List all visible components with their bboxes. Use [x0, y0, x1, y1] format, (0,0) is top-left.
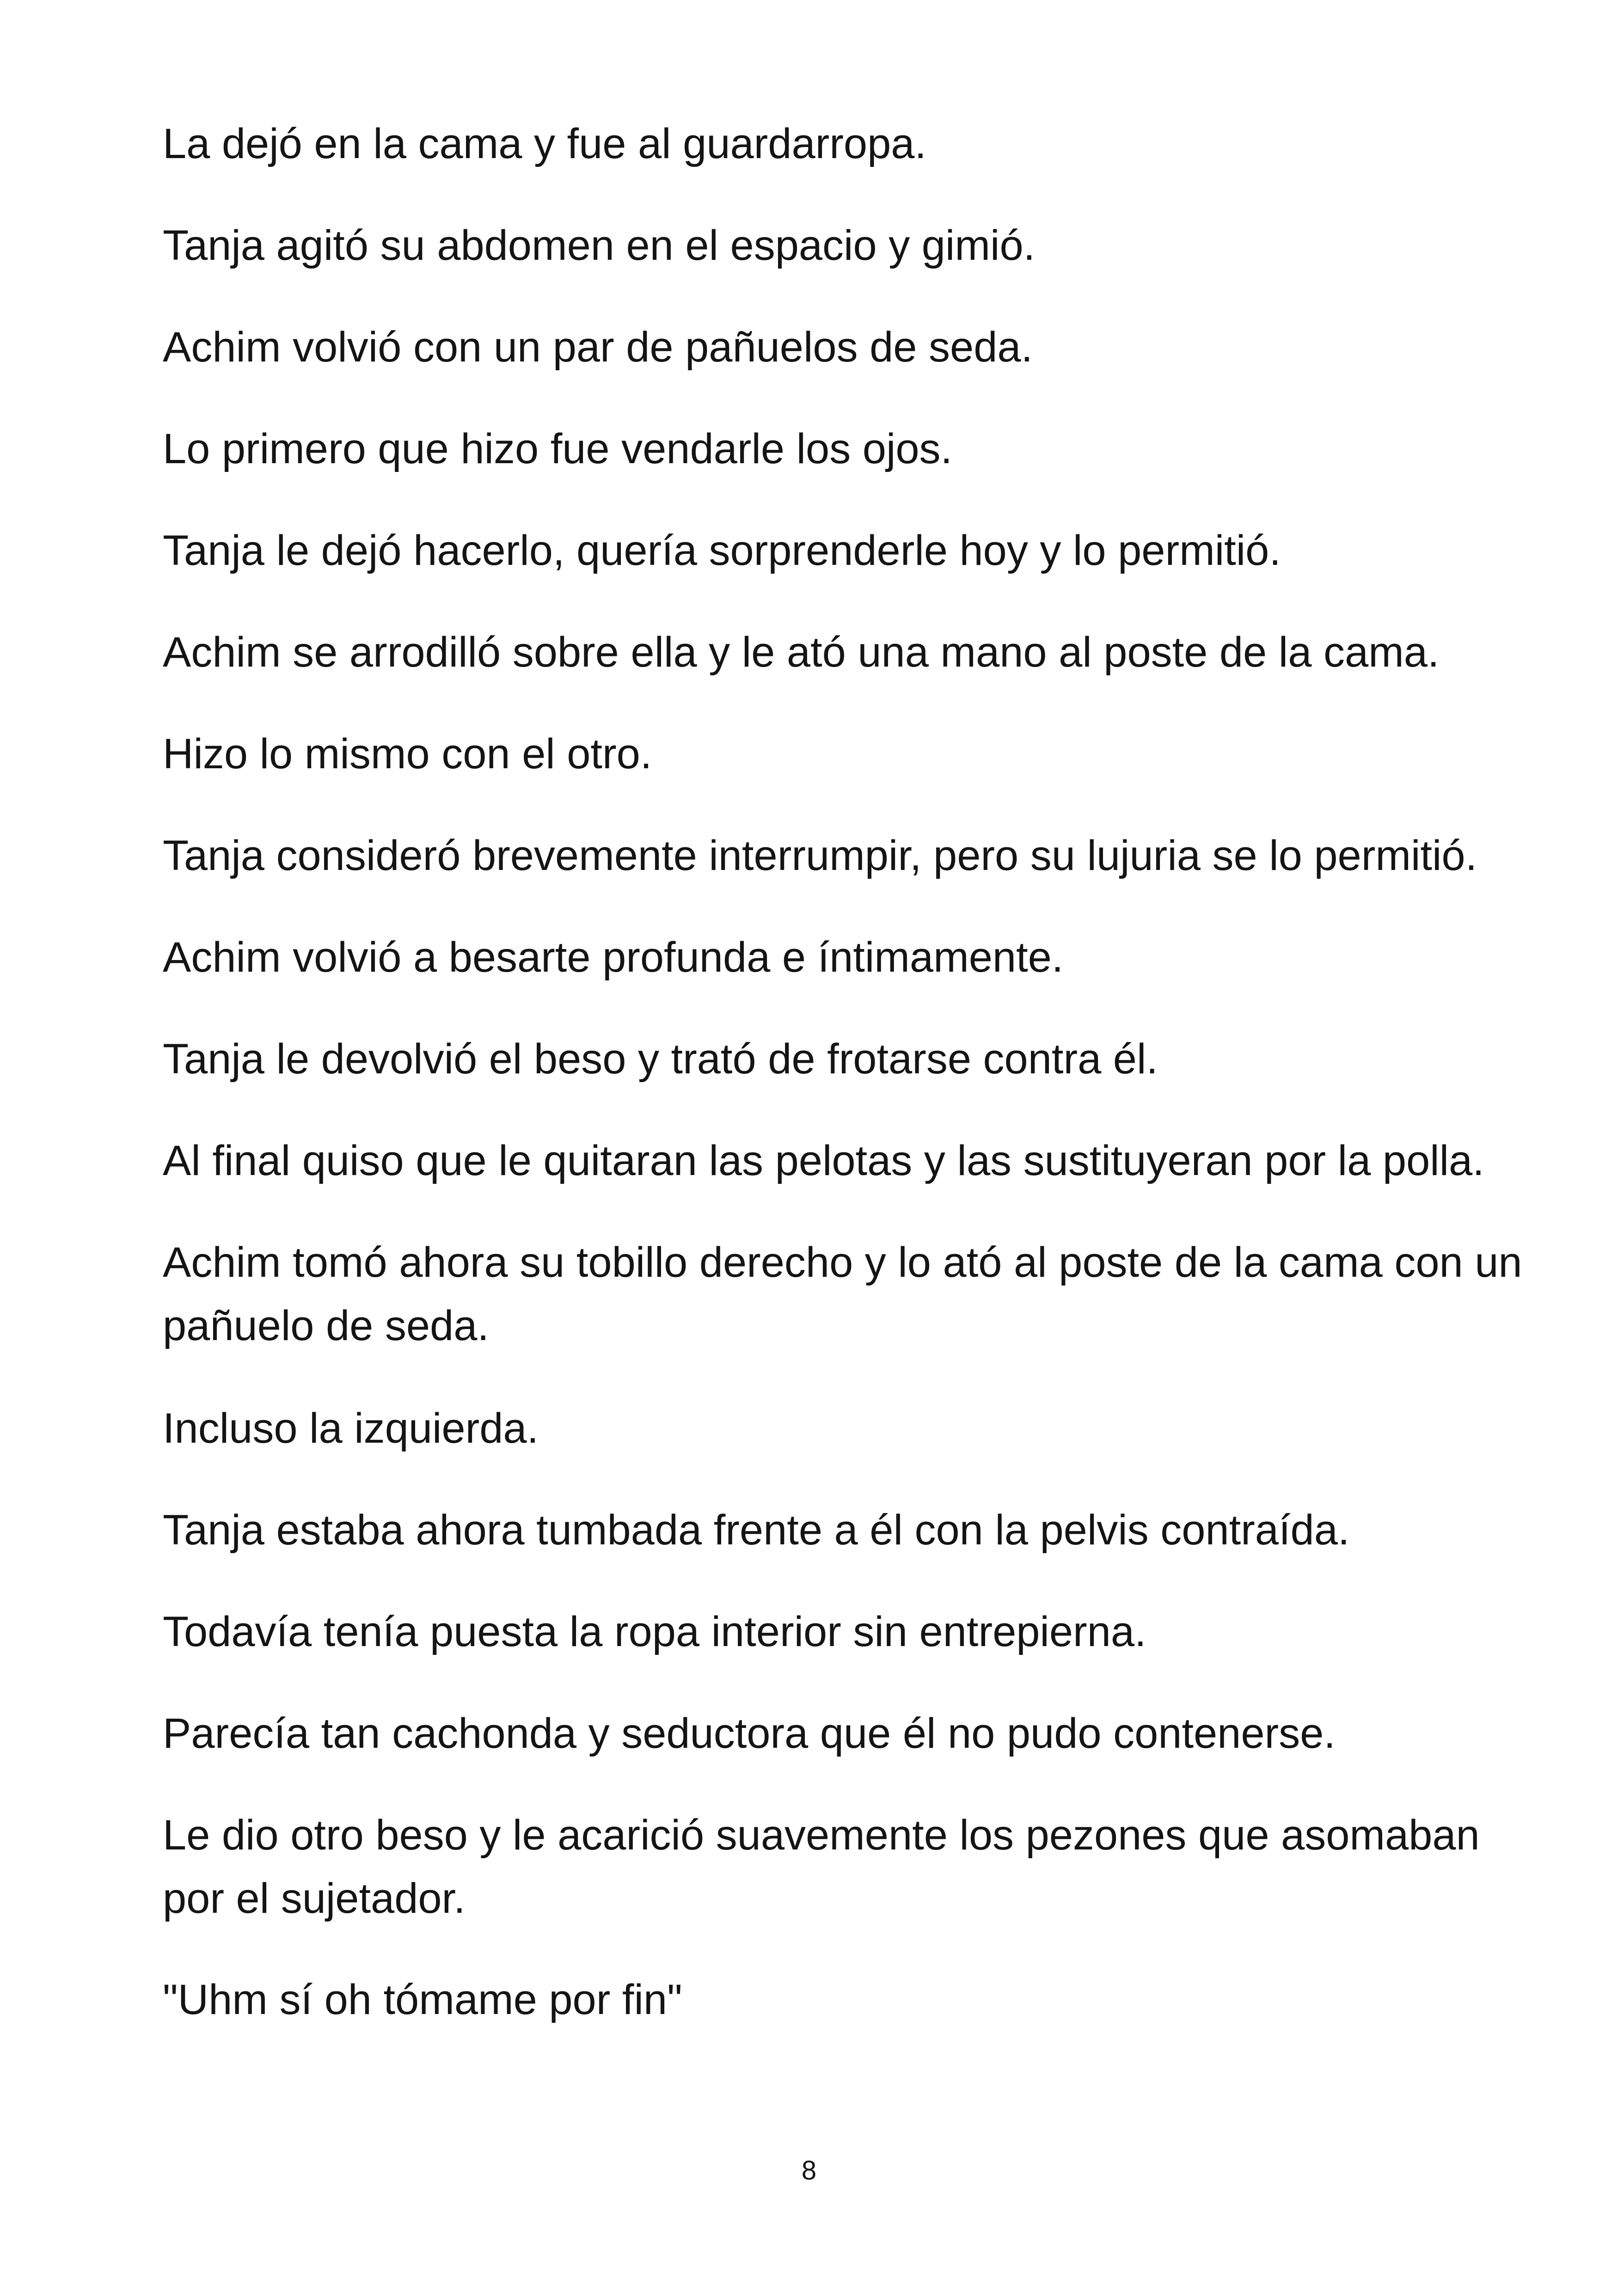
paragraph-15: Todavía tenía puesta la ropa interior sin entrepierna. — [163, 1608, 1146, 1655]
page-number: 8 — [801, 2155, 817, 2186]
paragraph-10: Tanja le devolvió el beso y trató de frotarse contra él. — [163, 1035, 1158, 1083]
paragraph-14: Tanja estaba ahora tumbada frente a él con la pelvis contraída. — [163, 1506, 1350, 1554]
paragraph-8: Tanja consideró brevemente interrumpir, pero su lujuria se lo permitió. — [163, 832, 1477, 879]
paragraph-18: "Uhm sí oh tómame por fin" — [163, 1976, 682, 2023]
paragraph-16: Parecía tan cachonda y seductora que él no pudo contenerse. — [163, 1710, 1336, 1757]
paragraph-11: Al final quiso que le quitaran las pelotas y las sustituyeran por la polla. — [163, 1137, 1484, 1184]
paragraph-4: Lo primero que hizo fue vendarle los ojos. — [163, 425, 953, 472]
paragraph-12: Achim tomó ahora su tobillo derecho y lo ató al poste de la cama con un pañuelo de seda. — [163, 1239, 1522, 1349]
paragraph-6: Achim se arrodilló sobre ella y le ató una mano al poste de la cama. — [163, 629, 1440, 676]
paragraph-5: Tanja le dejó hacerlo, quería sorprenderle hoy y lo permitió. — [163, 527, 1281, 574]
paragraph-7: Hizo lo mismo con el otro. — [163, 730, 652, 778]
paragraph-9: Achim volvió a besarte profunda e íntimamente. — [163, 934, 1064, 981]
paragraph-1: La dejó en la cama y fue al guardarropa. — [163, 120, 926, 167]
paragraph-17: Le dio otro beso y le acarició suavemente los pezones que asomaban por el sujetador. — [163, 1812, 1480, 1922]
paragraph-13: Incluso la izquierda. — [163, 1405, 539, 1452]
paragraph-2: Tanja agitó su abdomen en el espacio y gimió. — [163, 222, 1036, 269]
paragraph-3: Achim volvió con un par de pañuelos de seda. — [163, 324, 1033, 371]
